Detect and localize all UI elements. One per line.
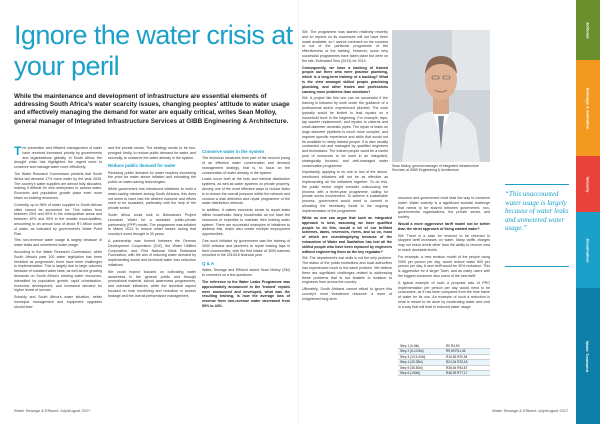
portrait-photo — [392, 30, 490, 162]
section-tabs — [576, 0, 600, 424]
article-column-3 — [202, 146, 290, 400]
table-cell: Step 4 (20-35kl) — [400, 360, 423, 365]
section-tab-water-treatment[interactable] — [576, 288, 600, 424]
article-column-1 — [14, 146, 102, 400]
photo-caption: Sean Molloy, general manager of Integrated Infrastructure Services at GIBB Engineering & Architecture. — [392, 164, 479, 173]
paragraph: For example, a new revision model of the people using 2000 per person per day, would reduce water 800 per person per day. A new tariff would be 30% reduction. This is aggressive for a larger Town, and as many users with the biggest consumer also users of the new tariff. — [398, 254, 490, 278]
drop-cap: T — [14, 144, 22, 158]
subheading: Conserve water in the system — [202, 149, 264, 154]
paragraph: SM: The programme was started relatively recently and so reports on its successes will not have been made available, so I cannot comment on the success or not of the particular programme of the effectiveness of the training. However, some very successful programmes have taken place but were on the site. Estimated Tons (2013) for 2014. — [302, 30, 388, 63]
paragraph: In addition, it makes economic sense to repair leaks within households. Many households do not have the resources or expertise to maintain their leaking water system. There are successful examples of initiatives to address this, which also create multiple employment opportunities. — [202, 208, 290, 237]
paragraph: Water, Sewage and Effluent asked Sean Molloy (SM) to comment on a few questions. — [202, 268, 290, 278]
paragraph: and the private sector. The strategy needs to be two-pronged: firstly, to reduce public demand for water, and secondly, to conserve the water already in the system. — [108, 146, 196, 160]
paragraph: Leaks occur both at the bulk and internal distribution systems, as well as water systems on private property. Among one of the most effective ways to reduce leaks is to reduce the overall pressure within the network and conduct a leak detection and repair programme of the water distribution network. — [202, 177, 290, 206]
table-cell: Step 2 (6-10.5kl) — [400, 349, 424, 354]
section-tab-label: Desalination — [585, 238, 591, 262]
pull-quote: “This unaccounted water usage is largely because of water leaks and unmetered water usage.” — [505, 190, 569, 233]
section-tab-desalination[interactable] — [576, 212, 600, 288]
pullquote-rule-top — [505, 184, 569, 185]
paragraph: A typical example of such a proposal was of PRO implementation per person per day would need to be consumers, as it has been compared from the time frame of water for its use. An example of such a reduction is what is meant to be done by moderating water and cost in a way that will lead to reduced water usage. — [398, 280, 490, 309]
paragraph: While government has introduced initiatives to instil a water-saving mindset among South Africans, this does not seem to have had the desired outcome and efforts need to be escalated, preferably with the help of the private sector. — [108, 186, 196, 211]
section-tab-label: Water Treatment — [585, 340, 591, 372]
table-cell: R15,83 R20,54 — [446, 354, 468, 359]
table-cell: Step 6 (>50kl) — [400, 371, 420, 376]
paragraph: Subsidy and South Africa's water situation, better municipal management and equipment upgrades should lead — [14, 295, 102, 309]
paragraph: We could expect focused on cultivating water awareness in the general public and through promotional material, school awareness programmes, and outreach initiatives, while the technical aspect focused on leak monitoring and reduction in access leakage and the overall performance management. — [108, 269, 196, 298]
article-column-4 — [302, 30, 388, 213]
paragraph: Currently, up to 98% of water supplied to South African cities cannot be accounted for. This varies from between 25% and 50% in the metropolitan areas and between 40% and 90% in the smaller municipalities, amounting to an annual loss of about R7-billion worth of water, as indicated by government's Water Point Plan. — [14, 202, 102, 236]
portrait-illustration — [392, 30, 490, 162]
section-tab-drainage[interactable] — [576, 60, 600, 156]
paragraph: SM: There is a case for revenue to be returned to stopped tariff increases on water. Many tariffs charges may not reach levels other than the ability to recover cost to reach desirable levels. — [398, 233, 490, 252]
paragraph: One such initiative by government was the training of 3000 artisans and plumbers to repair leaking taps in their communities, with the first intake of 3000 trainees recruited in the 2015/16 financial year. — [202, 238, 290, 258]
paragraph: Ultimately, South Africans cannot afford to ignore this country's most threatened resource: a more of enlightened long-term — [302, 287, 392, 301]
table-cell: R0 R4,50 — [446, 344, 460, 348]
section-tab-editorial[interactable] — [576, 0, 600, 60]
paragraph: This non-revenue water usage is largely because of water leaks and unmetered water usage. — [14, 238, 102, 248]
pullquote-rule-bottom — [505, 266, 569, 267]
interview-question: The reference to the Water Leaks Programme was approximately announced in the 'trained' repairs were announced and developed, what was the resulting training, is how the average loss of revenue from non-revenue water decreased from 50% to 44%. — [202, 279, 290, 308]
paragraph: A partnership was formed between the German Development Cooperation (GIZ), the Water Utilities Corporation, and First National Bank Botswana Foundation, with the aim of reducing water demand by implementing social and technical water loss reduction initiatives. — [108, 238, 196, 267]
section-tab-label: Editorial — [585, 21, 591, 39]
table-cell: R38,64 R54,67 — [446, 365, 468, 370]
table-cell: Step 1 (0-6kl) — [400, 344, 420, 348]
paragraph: SM: A project like this one can be successful if the training is followed by work under the guidance of a professional and/or experienced plumber. The work typically would be limited to leak repairs on a household level in the beginning. For example, taps, tap washer replacement, and repairs to cisterns and small diameter domestic pipes. The repair of leaks on large diameter pipelines is much more complex, and requires specific experience and skills that would not be available to newly trained people. It is also usually contracted out and managed by qualified engineers and technicians. The trained people could be a useful pool of resources to be used in an integrated, strategically focused, and well-managed water conservation programme. — [302, 96, 388, 168]
paragraph: The technical measures form part of the second prong of an effective water conservation and demand management strategy, that is, to focus on the conservation of water already in the system. — [202, 156, 290, 175]
paragraph: Reducing public demand for water requires increasing the price for water above inflation and educating the public on water-saving technologies. — [108, 170, 196, 185]
table-cell: Step 3 (10.5-20kl) — [400, 354, 426, 359]
interview-question: While no one can argue that such an integrated approach is best, assuming we have qualified people to do this, would a lot of our brilliant schemes, dams, reservoirs, rivers, and so on, most of which are crumbling/dying because of the exhaustion of Water and Sanitation has lost all the skilled people who have been replaced by engineers without engineering them as the key regulator? — [302, 216, 392, 254]
section-tab-label: Drainage & Sanitation — [585, 87, 591, 129]
interview-question: Consequently, we have a backlog of trained people out there who were practise plumbing, which is a long-term training of a backlog? What is the view amongst skilled people practising plumbing, and other trades and professions causing more problems than solutions? — [302, 65, 388, 94]
article-column-5 — [302, 216, 392, 406]
table-row — [398, 371, 490, 376]
paragraph: resource and government must lead the way to conserve water. Water scarcity is a significant societal challenge that needs to be shared between government, non-governmental organisations, the private sector, and society. — [398, 196, 490, 220]
section-tab-label: Industry — [585, 176, 591, 192]
paragraph: SM: The department's lost skills is not the only problem. The status of the public institutions and local authorities has experienced much to the same problem. We believe there are significant challenges related to addressing these problems that is not feasible in isolation to engineers from across the country. — [302, 256, 392, 285]
subheading: Reduce public demand for water — [108, 163, 176, 169]
article-column-2 — [108, 146, 196, 400]
paragraph: Importantly, applying to do one or two of the above-mentioned initiatives will not be as effective as implementing all the initiatives together. To do this, the public sector might consider outsourcing the process with a three-year programme, calling for private sector involvement. To achieve a sustainable process, government would need to commit to allocating the necessary funds to the ongoing implementation of the programme. — [302, 170, 388, 213]
table-cell: R9,69 R11,46 — [446, 349, 466, 354]
paragraph: South Africa could look to Botswana's Project Leonardo Water for a workable public-private partnership (PPP) model. The programme was initiated in March 2013 to reduce water losses during that country's worst drought in 30 years. — [108, 212, 196, 237]
page-gutter — [298, 0, 299, 424]
footer-right: Water Sewage & Effluent July/August 2017 — [492, 408, 569, 413]
page-title: Ignore the water crisis at your peril — [14, 20, 293, 81]
interview-question: Would a more aggressive tariff model not be better than the strict approach of fixing wasted water? — [398, 221, 490, 231]
footer-left: Water Sewage & Effluent July/August 2017 — [14, 408, 91, 413]
tariff-table — [398, 344, 490, 376]
article-intro: While the maintenance and development of infrastructure are essential elements of addressing South Africa's water scarcity issues, changing peoples' attitude to water usage and effectively managing the demand for water are equally critical, writes Sean Molloy, general manager of Integrated Infrastructure Services at GIBB Engineering & Architecture. — [14, 93, 290, 125]
paragraph: The Water Research Commission predicts that South Africa will demand 17% more water by the year 2030. The country's water supplies are almost fully allocated, making it difficult for new enterprises to access water. Economic and population growth place even more strain on existing resources. — [14, 171, 102, 200]
paragraph: According to the Water Research Commission, while South Africa's past 100 water legislation has been heralded as progressive, there have been challenges in implementation. This is largely due to large volumes because of outdated water laws, as well as the growing demands on South Africa's existing water resources, intensified by population growth, rapid urbanisation, economic development, and increased demand for higher levels of service. — [14, 249, 102, 293]
table-cell: Step 5 (35-50kl) — [400, 365, 423, 370]
section-tab-industry[interactable] — [576, 156, 600, 212]
table-cell: R24,34 R33,18 — [446, 360, 468, 365]
subheading: Q & A — [202, 261, 215, 267]
table-cell: R48,39 R77,17 — [446, 371, 468, 376]
paragraph: he prevention and efficient management of water have received increased priority by governments and organisations globally. In South Africa, the drought crisis has highlighted the urgent need to conserve and manage water more effectively. — [14, 146, 102, 170]
